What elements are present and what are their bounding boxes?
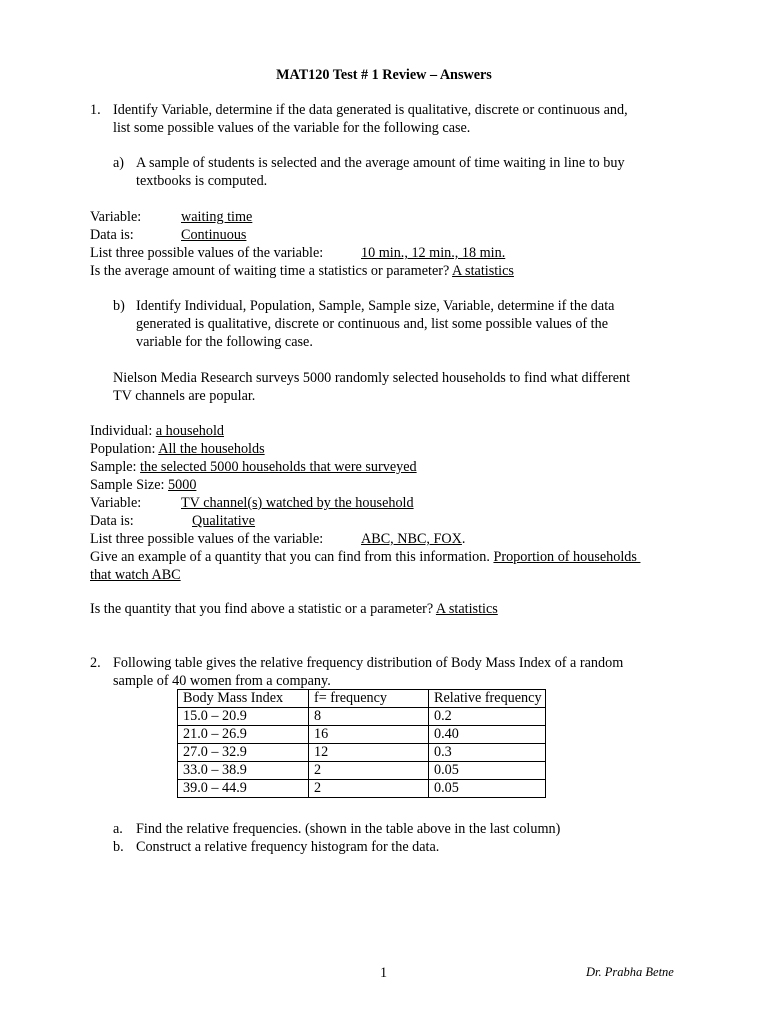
table-header-bmi: Body Mass Index xyxy=(178,690,309,708)
q1b-example-answer-1: Proportion of households xyxy=(493,549,641,565)
table-cell: 39.0 – 44.9 xyxy=(178,780,309,798)
table-cell: 0.40 xyxy=(429,726,546,744)
q1b-sample-line xyxy=(90,458,417,476)
q1b-sample-size-line xyxy=(90,476,196,494)
q1-text-line1: Identify Variable, determine if the data generated is qualitative, discrete or continuous and, xyxy=(113,102,628,118)
q2b-text: Construct a relative frequency histogram for the data. xyxy=(136,839,440,855)
q2-text-line2: sample of 40 women from a company. xyxy=(113,673,331,689)
table-cell: 15.0 – 20.9 xyxy=(178,708,309,726)
q1b-stat-answer: A statistics xyxy=(435,601,498,617)
q1a-variable-answer: waiting time xyxy=(181,209,253,225)
q1b-values-line xyxy=(361,530,465,548)
q1b-case-line1: Nielson Media Research surveys 5000 randomly selected households to find what different xyxy=(113,370,631,386)
table-row xyxy=(178,780,546,798)
q2b-label: b. xyxy=(113,839,124,855)
q1b-values-period: . xyxy=(461,531,466,547)
q1a-stat-answer: A statistics xyxy=(452,263,514,279)
q1a-data-answer: Continuous xyxy=(181,227,247,243)
table-cell: 2 xyxy=(309,780,429,798)
q1b-example-question: Give an example of a quantity that you can find from this information. xyxy=(90,549,490,565)
q1b-population-label: Population: xyxy=(90,441,156,457)
q1a-text-line2: textbooks is computed. xyxy=(136,173,268,189)
q1b-example-line1 xyxy=(90,548,640,566)
table-cell: 16 xyxy=(309,726,429,744)
table-row xyxy=(178,708,546,726)
q1b-case-line2: TV channels are popular. xyxy=(113,388,256,404)
q1a-text-line1: A sample of students is selected and the average amount of time waiting in line to buy xyxy=(136,155,625,171)
q2a-label: a. xyxy=(113,821,123,837)
bmi-frequency-table xyxy=(177,689,546,798)
page-number: 1 xyxy=(380,965,388,981)
q1a-values-answer: 10 min., 12 min., 18 min. xyxy=(361,245,506,261)
table-cell: 2 xyxy=(309,762,429,780)
table-row xyxy=(178,762,546,780)
q1b-example-answer-2: that watch ABC xyxy=(90,567,181,583)
q1b-stat-question: Is the quantity that you find above a statistic or a parameter? xyxy=(90,601,434,617)
q1b-variable-answer: TV channel(s) watched by the household xyxy=(181,495,414,511)
q1b-individual-line xyxy=(90,422,224,440)
table-cell: 0.05 xyxy=(429,780,546,798)
table-cell: 8 xyxy=(309,708,429,726)
q1b-population-answer: All the households xyxy=(158,441,265,457)
table-header-row xyxy=(178,690,546,708)
q1b-text-line3: variable for the following case. xyxy=(136,334,313,350)
q1b-individual-label: Individual: xyxy=(90,423,153,439)
footer-author: Dr. Prabha Betne xyxy=(586,965,674,979)
table-header-frequency: f= frequency xyxy=(309,690,429,708)
table-header-relative-frequency: Relative frequency xyxy=(429,690,546,708)
q1b-data-label: Data is: xyxy=(90,513,134,529)
q1a-stat-question: Is the average amount of waiting time a statistics or parameter? xyxy=(90,263,450,279)
table-row xyxy=(178,726,546,744)
q1b-sample-label: Sample: xyxy=(90,459,137,475)
q1b-variable-label: Variable: xyxy=(90,495,142,511)
q2a-text: Find the relative frequencies. (shown in the table above in the last column) xyxy=(136,821,561,837)
table-cell: 0.3 xyxy=(429,744,546,762)
table-cell: 0.2 xyxy=(429,708,546,726)
q1b-values-answer: ABC, NBC, FOX xyxy=(361,531,462,547)
q1b-values-label: List three possible values of the variable: xyxy=(90,531,324,547)
q1b-sample-size-answer: 5000 xyxy=(168,477,197,493)
q2-text-line1: Following table gives the relative frequency distribution of Body Mass Index of a random xyxy=(113,655,624,671)
table-row xyxy=(178,744,546,762)
q1b-text-line2: generated is qualitative, discrete or continuous and, list some possible values of the xyxy=(136,316,609,332)
q1a-stat-line xyxy=(90,262,514,280)
q1a-values-label: List three possible values of the variable: xyxy=(90,245,324,261)
q1a-label: a) xyxy=(113,155,125,171)
q1a-data-label: Data is: xyxy=(90,227,134,243)
table-cell: 0.05 xyxy=(429,762,546,780)
q1b-text-line1: Identify Individual, Population, Sample, Sample size, Variable, determine if the data xyxy=(136,298,615,314)
table-cell: 12 xyxy=(309,744,429,762)
q1-text-line2: list some possible values of the variable for the following case. xyxy=(113,120,471,136)
q1b-sample-size-label: Sample Size: xyxy=(90,477,165,493)
table-cell: 33.0 – 38.9 xyxy=(178,762,309,780)
q1b-data-answer: Qualitative xyxy=(192,513,256,529)
q1b-population-line xyxy=(90,440,265,458)
q1b-individual-answer: a household xyxy=(155,423,224,439)
q2-number: 2. xyxy=(90,655,101,671)
q1b-label: b) xyxy=(113,298,125,314)
q1b-sample-answer: the selected 5000 households that were surveyed xyxy=(140,459,417,475)
table-cell: 27.0 – 32.9 xyxy=(178,744,309,762)
q1b-stat-line xyxy=(90,600,498,618)
page-title: MAT120 Test # 1 Review – Answers xyxy=(276,67,492,83)
q1-number: 1. xyxy=(90,102,101,118)
q1a-variable-label: Variable: xyxy=(90,209,142,225)
table-cell: 21.0 – 26.9 xyxy=(178,726,309,744)
